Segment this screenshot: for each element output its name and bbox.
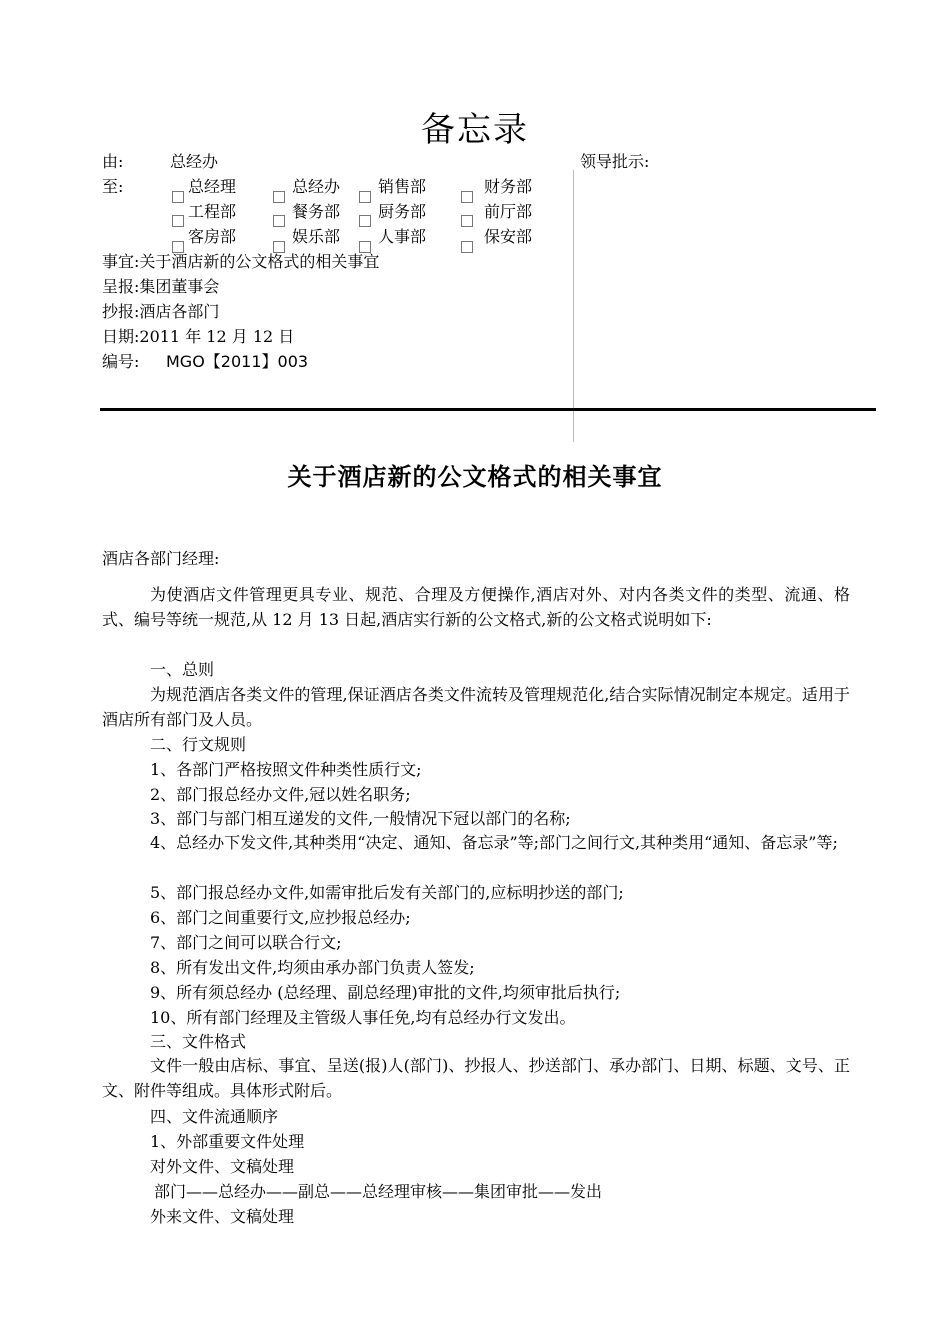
recipient-checkbox[interactable] (461, 215, 473, 227)
section-heading: 四、文件流通顺序 (150, 1107, 279, 1126)
to-label: 至: (102, 177, 124, 196)
subsection-heading: 1、外部重要文件处理 (150, 1132, 305, 1151)
recipient-label: 总经办 (292, 177, 341, 196)
recipient-checkbox[interactable] (172, 191, 184, 203)
salutation: 酒店各部门经理: (102, 549, 220, 568)
recipient-checkbox[interactable] (273, 191, 285, 203)
recipient-label: 前厅部 (484, 202, 533, 221)
recipient-label: 人事部 (378, 227, 427, 246)
rule-item: 5、部门报总经办文件,如需审批后发有关部门的,应标明抄送的部门; (150, 883, 624, 902)
intro-paragraph: 为使酒店文件管理更具专业、规范、合理及方便操作,酒店对外、对内各类文件的类型、流通、格式、编号等统一规范,从 12 月 13 日起,酒店实行新的公文格式,新的公文格式说明如下: (102, 585, 850, 629)
section-heading: 二、行文规则 (150, 735, 247, 754)
recipient-label: 工程部 (188, 202, 237, 221)
number-value: MGO【2011】003 (166, 352, 309, 371)
recipient-label: 餐务部 (292, 202, 341, 221)
recipient-label: 财务部 (484, 177, 533, 196)
from-label: 由: (102, 152, 124, 171)
approval-divider (573, 170, 574, 442)
from-value: 总经办 (170, 152, 219, 171)
recipient-checkbox[interactable] (461, 241, 473, 253)
rule-item: 3、部门与部门相互递发的文件,一般情况下冠以部门的名称; (150, 809, 571, 828)
rule-item: 7、部门之间可以联合行文; (150, 933, 342, 952)
recipient-checkbox[interactable] (359, 191, 371, 203)
flow-heading: 外来文件、文稿处理 (150, 1207, 295, 1226)
approval-label: 领导批示: (580, 152, 650, 171)
memo-title: 备忘录 (421, 110, 529, 150)
recipient-checkbox[interactable] (273, 215, 285, 227)
recipient-label: 总经理 (188, 177, 237, 196)
rule-item: 4、总经办下发文件,其种类用“决定、通知、备忘录”等;部门之间行文,其种类用“通知、备忘录”等; (150, 833, 838, 852)
recipient-checkbox[interactable] (461, 191, 473, 203)
general-paragraph: 为规范酒店各类文件的管理,保证酒店各类文件流转及管理规范化,结合实际情况制定本规定。适用于酒店所有部门及人员。 (102, 685, 850, 729)
rule-item: 6、部门之间重要行文,应抄报总经办; (150, 908, 411, 927)
section-heading: 三、文件格式 (150, 1032, 247, 1051)
recipient-checkbox[interactable] (172, 215, 184, 227)
submit-line: 呈报:集团董事会 (102, 277, 220, 296)
format-paragraph: 文件一般由店标、事宜、呈送(报)人(部门)、抄报人、抄送部门、承办部门、日期、标题、文号、正文、附件等组成。具体形式附后。 (102, 1056, 850, 1100)
rule-item: 9、所有须总经办 (总经理、副总经理)审批的文件,均须审批后执行; (150, 983, 621, 1002)
cc-line: 抄报:酒店各部门 (102, 302, 220, 321)
rule-item: 8、所有发出文件,均须由承办部门负责人签发; (150, 958, 475, 977)
rule-item: 2、部门报总经办文件,冠以姓名职务; (150, 785, 411, 804)
rule-item: 1、各部门严格按照文件种类性质行文; (150, 760, 422, 779)
recipient-label: 保安部 (484, 227, 533, 246)
section-heading: 一、总则 (150, 660, 215, 679)
recipient-label: 客房部 (188, 227, 237, 246)
number-label: 编号: (102, 352, 140, 371)
subject-line: 事宜:关于酒店新的公文格式的相关事宜 (102, 252, 380, 271)
flow-sequence: 部门——总经办——副总——总经理审核——集团审批——发出 (154, 1182, 603, 1201)
recipient-label: 厨务部 (378, 202, 427, 221)
document-title: 关于酒店新的公文格式的相关事宜 (287, 462, 663, 491)
flow-heading: 对外文件、文稿处理 (150, 1157, 295, 1176)
recipient-label: 娱乐部 (292, 227, 341, 246)
recipient-label: 销售部 (378, 177, 427, 196)
date-line: 日期:2011 年 12 月 12 日 (102, 327, 295, 346)
rule-item: 10、所有部门经理及主管级人事任免,均有总经办行文发出。 (150, 1008, 576, 1027)
header-rule (100, 408, 876, 411)
recipient-checkbox[interactable] (359, 215, 371, 227)
